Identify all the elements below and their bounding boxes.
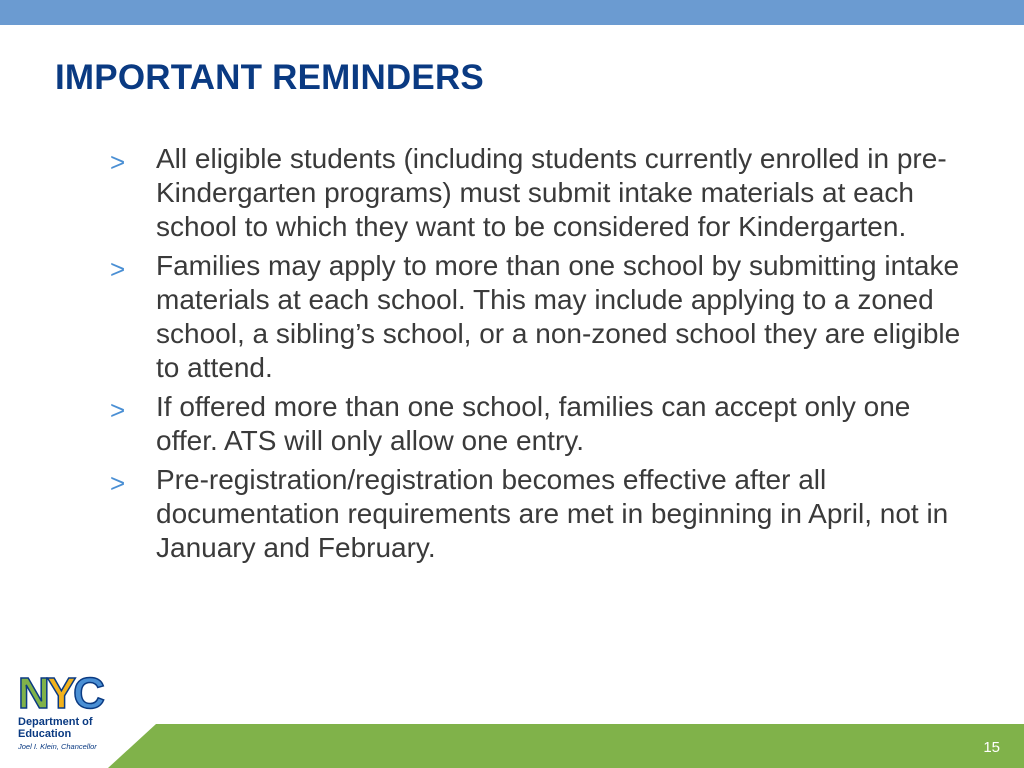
bullet-list — [110, 142, 990, 570]
chevron-right-icon: > — [110, 254, 126, 284]
bullet-text: If offered more than one school, families can accept only one offer. ATS will only allow one entry. — [156, 391, 911, 456]
nyc-logo-mark — [18, 669, 128, 718]
bullet-item — [110, 249, 990, 385]
chevron-right-icon: > — [110, 395, 126, 425]
department-name — [18, 716, 128, 740]
chevron-right-icon: > — [110, 147, 126, 177]
page-number: 15 — [983, 739, 1000, 756]
department-line-1: Department of — [18, 716, 93, 728]
bullet-text: Pre-registration/registration becomes effective after all documentation requirements are met in beginning in April, not in January and February. — [156, 464, 949, 563]
logo-letter-c: C — [73, 669, 102, 718]
footer-bar — [108, 724, 1024, 768]
nyc-doe-logo — [18, 669, 128, 751]
bullet-item — [110, 142, 990, 244]
top-accent-bar — [0, 0, 1024, 25]
department-line-2: Education — [18, 728, 72, 740]
slide-title: IMPORTANT REMINDERS — [55, 58, 484, 97]
bullet-text: Families may apply to more than one school by submitting intake materials at each school. This may include applying to a zoned school, a sibling’s school, or a non-zoned school they are eligible to attend. — [156, 250, 961, 383]
chevron-right-icon: > — [110, 468, 126, 498]
bullet-item — [110, 390, 990, 458]
bullet-text: All eligible students (including students currently enrolled in pre-Kindergarten programs) must submit intake materials at each school to which they want to be considered for Kindergarten. — [156, 143, 947, 242]
logo-letter-y: Y — [46, 669, 74, 718]
bullet-item — [110, 463, 990, 565]
logo-letter-n: N — [18, 669, 47, 718]
chancellor-name: Joel I. Klein, Chancellor — [18, 742, 97, 751]
